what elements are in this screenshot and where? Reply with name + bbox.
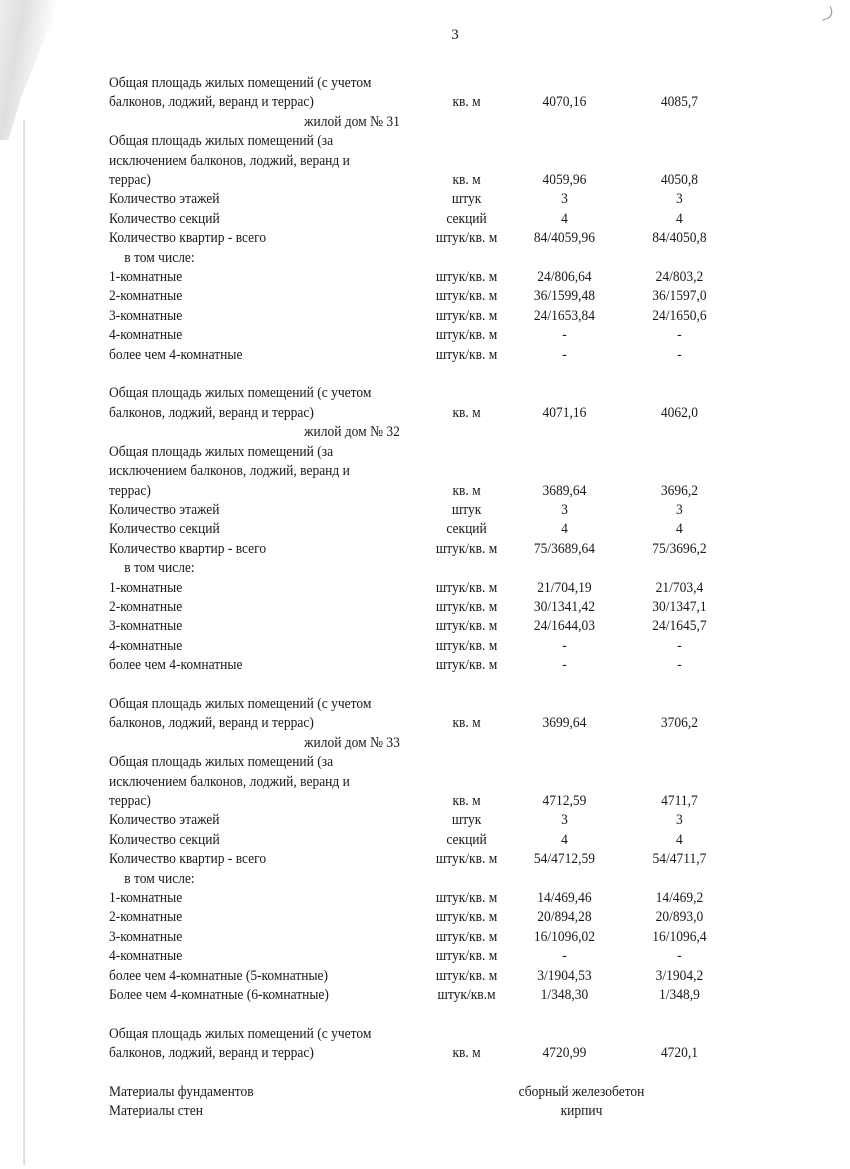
row-value-project: 24/1644,03 [533,618,596,635]
house-title: жилой дом № 33 [304,734,400,751]
row-value-project: 14/469,46 [537,890,592,907]
row-value-actual: 4 [676,210,683,227]
row-label: в том числе: [124,560,195,577]
row-unit: штук/кв. м [435,307,498,324]
row-value-project: 3 [561,501,568,518]
row-label: Количество этажей [109,501,220,518]
row-value-project: 84/4059,96 [533,230,596,247]
table-row [109,540,739,559]
table-row [109,637,739,656]
table-row [109,190,739,209]
row-unit: кв. м [452,94,481,111]
table-row [109,443,739,501]
row-unit: штук/кв. м [435,657,498,674]
row-value-actual: 3696,2 [660,482,698,499]
row-label: Общая площадь жилых помещений (за исключением балконов, лоджий, веранд и террас) [109,754,350,809]
row-value-project: 4070,16 [542,94,587,111]
row-value-actual: 21/703,4 [655,579,704,596]
document-body [109,74,739,1122]
row-value-project: 4720,99 [542,1045,587,1062]
row-value-actual: - [677,637,682,654]
row-label: Общая площадь жилых помещений (с учетом балконов, лоджий, веранд и террас) [109,695,372,732]
row-value-actual: - [677,948,682,965]
table-row [109,986,739,1005]
row-label: 1-комнатные [109,269,183,286]
house-section [109,113,739,423]
table-row [109,326,739,345]
row-unit: штук/кв. м [435,327,498,344]
row-value-actual: 24/803,2 [655,269,704,286]
row-label: в том числе: [124,870,195,887]
row-unit: штук/кв. м [435,637,498,654]
row-unit: кв. м [452,482,481,499]
pen-mark [819,6,835,21]
row-value-actual: 24/1645,7 [652,618,707,635]
table-row [109,229,739,248]
row-label: 1-комнатные [109,890,183,907]
row-value-project: 24/1653,84 [533,307,596,324]
row-label: 1-комнатные [109,579,183,596]
row-label: Количество квартир - всего [109,851,267,868]
row-value-actual: 30/1347,1 [652,598,707,615]
houses-list [109,113,739,1064]
row-value-project: - [562,327,567,344]
row-unit: штук/кв. м [435,909,498,926]
row-value-project: 4059,96 [542,172,587,189]
table-row [109,889,739,908]
row-label: 2-комнатные [109,288,183,305]
material-label: Материалы фундаментов [109,1084,254,1101]
scan-edge-line [23,120,25,1165]
row-value-actual: 4 [676,521,683,538]
row-label: 3-комнатные [109,928,183,945]
table-row [109,249,739,268]
row-unit: штук [451,812,482,829]
table-row [109,579,739,598]
row-value-actual: 36/1597,0 [652,288,707,305]
row-unit: штук/кв. м [435,230,498,247]
row-label: Количество этажей [109,812,220,829]
table-row [109,617,739,636]
row-value-actual: 4711,7 [661,793,698,809]
row-label: Общая площадь жилых помещений (с учетом балконов, лоджий, веранд и террас) [109,1025,372,1062]
row-value-actual: - [677,657,682,674]
row-unit: штук/кв.м [437,987,496,1004]
row-value-actual: 4085,7 [660,94,698,111]
row-unit: штук/кв. м [435,618,498,635]
row-value-project: 30/1341,42 [533,598,596,615]
row-value-actual: 1/348,9 [658,987,700,1004]
total-area-row [109,695,739,734]
intro-total-area-row [109,74,739,113]
row-label: Количество квартир - всего [109,230,267,247]
material-value: кирпич [560,1103,603,1120]
row-value-project: 4 [561,521,568,538]
table-row [109,656,739,675]
table-row [109,811,739,830]
table-row [109,346,739,365]
scan-edge-shadow [0,0,60,140]
row-value-project: - [562,346,567,363]
house-title: жилой дом № 31 [304,113,400,130]
material-label: Материалы стен [109,1103,203,1120]
row-label: 4-комнатные [109,637,183,654]
row-unit: кв. м [452,172,481,189]
row-label: Более чем 4-комнатные (6-комнатные) [109,987,329,1004]
row-value-project: 75/3689,64 [533,540,596,557]
row-unit: кв. м [452,715,481,732]
row-unit: штук/кв. м [435,269,498,286]
row-value-project: 4 [561,831,568,848]
row-value-project: 4712,59 [542,793,587,809]
row-value-project: 3699,64 [542,715,587,732]
row-unit: кв. м [452,793,481,809]
table-row [109,831,739,850]
row-label: 3-комнатные [109,307,183,324]
row-unit: секций [446,831,487,848]
row-value-actual: 3706,2 [660,715,698,732]
row-label: более чем 4-комнатные [109,346,243,363]
house-section [109,734,739,1064]
page-number: 3 [451,27,459,43]
table-row [109,850,739,869]
row-label: Количество секций [109,210,220,227]
row-value-project: 21/704,19 [537,579,592,596]
row-value-actual: 4062,0 [660,404,698,421]
row-label: Количество квартир - всего [109,540,267,557]
row-unit: штук/кв. м [435,346,498,363]
row-label: Количество секций [109,521,220,538]
row-value-actual: - [677,346,682,363]
row-unit: кв. м [452,404,481,421]
row-value-actual: 4050,8 [660,172,698,189]
row-value-actual: 54/4711,7 [652,851,707,868]
row-value-actual: 16/1096,4 [652,928,707,945]
row-value-project: 24/806,64 [537,269,592,286]
row-unit: штук/кв. м [435,288,498,305]
row-label: Количество этажей [109,191,220,208]
row-value-project: 3 [561,812,568,829]
table-row [109,947,739,966]
table-row [109,928,739,947]
row-value-actual: 3 [676,191,683,208]
table-row [109,598,739,617]
total-area-row [109,1025,739,1064]
row-unit: штук/кв. м [435,851,498,868]
row-unit: штук/кв. м [435,967,498,984]
row-label: Общая площадь жилых помещений (за исключением балконов, лоджий, веранд и террас) [109,443,350,499]
table-row [109,287,739,306]
row-value-project: 1/348,30 [540,987,589,1004]
table-row [109,559,739,578]
row-label: 3-комнатные [109,618,183,635]
row-unit: штук [451,191,482,208]
row-value-actual: 20/893,0 [655,909,704,926]
total-area-row [109,384,739,423]
row-unit: штук/кв. м [435,890,498,907]
row-unit: кв. м [452,1045,481,1062]
row-label: Количество секций [109,831,220,848]
table-row [109,870,739,889]
row-unit: секций [446,521,487,538]
row-value-project: 4071,16 [542,404,587,421]
row-value-project: 3/1904,53 [537,967,592,984]
row-value-actual: 24/1650,6 [652,307,707,324]
row-value-actual: 75/3696,2 [652,540,707,557]
row-unit: штук/кв. м [435,598,498,615]
row-value-project: - [562,948,567,965]
row-value-actual: 3 [676,812,683,829]
row-label: 4-комнатные [109,327,183,344]
row-value-actual: 14/469,2 [655,890,704,907]
table-row [109,520,739,539]
row-value-project: - [562,637,567,654]
table-row [109,268,739,287]
row-label: 4-комнатные [109,948,183,965]
row-unit: штук/кв. м [435,579,498,596]
row-value-project: - [562,657,567,674]
material-value: сборный железобетон [518,1084,645,1101]
table-row [109,210,739,229]
row-value-project: 16/1096,02 [533,928,596,945]
row-label: в том числе: [124,249,195,266]
row-label: Общая площадь жилых помещений (с учетом балконов, лоджий, веранд и террас) [109,75,372,111]
row-value-actual: 3/1904,2 [655,967,704,984]
materials-section [109,1083,739,1122]
row-label: более чем 4-комнатные [109,657,243,674]
row-unit: секций [446,210,487,227]
table-row [109,967,739,986]
material-row [109,1083,739,1102]
row-label: 2-комнатные [109,909,183,926]
row-value-actual: 4 [676,831,683,848]
row-label: Общая площадь жилых помещений (с учетом балконов, лоджий, веранд и террас) [109,385,372,421]
row-value-actual: 3 [676,501,683,518]
material-row [109,1102,739,1121]
row-value-project: 54/4712,59 [533,851,596,868]
row-label: более чем 4-комнатные (5-комнатные) [109,967,329,984]
table-row [109,753,739,811]
row-value-actual: - [677,327,682,344]
table-row [109,307,739,326]
row-label: Общая площадь жилых помещений (за исключением балконов, лоджий, веранд и террас) [109,133,350,189]
row-value-project: 20/894,28 [537,909,592,926]
table-row [109,908,739,927]
table-row [109,132,739,190]
row-unit: штук [451,501,482,518]
row-value-project: 3689,64 [542,482,587,499]
house-title: жилой дом № 32 [304,424,400,441]
row-value-actual: 4720,1 [660,1045,698,1062]
row-unit: штук/кв. м [435,928,498,945]
row-value-project: 36/1599,48 [533,288,596,305]
row-value-project: 4 [561,210,568,227]
house-section [109,423,739,733]
row-value-actual: 84/4050,8 [652,230,707,247]
table-row [109,501,739,520]
row-unit: штук/кв. м [435,540,498,557]
row-value-project: 3 [561,191,568,208]
row-unit: штук/кв. м [435,948,498,965]
row-label: 2-комнатные [109,598,183,615]
